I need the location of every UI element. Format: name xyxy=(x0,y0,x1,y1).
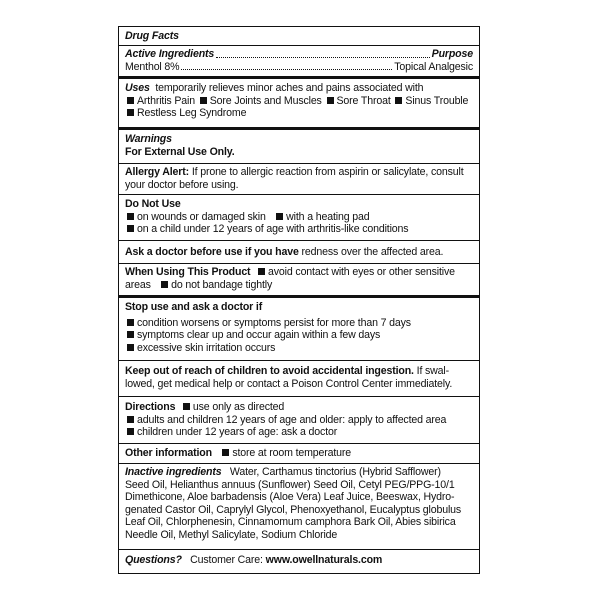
warnings-subheading: For External Use Only. xyxy=(125,145,235,158)
stop-use-item: symptoms clear up and occur again within a few days xyxy=(137,329,381,342)
bullet-icon xyxy=(127,225,134,232)
uses-item: Arthritis Pain xyxy=(137,94,195,107)
uses-heading: Uses xyxy=(125,82,150,94)
questions-heading: Questions? xyxy=(125,554,182,566)
uses-item: Sore Throat xyxy=(336,94,391,107)
ask-doctor-text: redness over the affected area. xyxy=(301,246,444,258)
stop-use-item: condition worsens or symptoms persist for more than 7 days xyxy=(137,316,411,329)
divider-thick xyxy=(119,76,479,79)
bullet-icon xyxy=(127,416,134,423)
inactive-ingredients-section xyxy=(119,466,479,542)
drug-facts-panel xyxy=(118,26,480,574)
uses-item: Sore Joints and Muscles xyxy=(209,94,322,107)
divider-thick xyxy=(119,127,479,130)
bullet-icon xyxy=(327,97,334,104)
inactive-ingredients-heading: Inactive ingredients xyxy=(125,466,222,478)
inactive-text: Water, Carthamus tinctorius (Hybrid Safflower) xyxy=(229,466,441,478)
bullet-icon xyxy=(127,428,134,435)
drug-facts-title: Drug Facts xyxy=(125,30,179,42)
bullet-icon xyxy=(395,97,402,104)
directions-section xyxy=(119,401,479,439)
drug-facts-title-section xyxy=(119,30,479,43)
active-purpose: Topical Analgesic xyxy=(394,60,473,73)
divider xyxy=(119,396,479,397)
active-ingredients-heading: Active Ingredients xyxy=(125,48,215,60)
directions-heading: Directions xyxy=(125,401,176,413)
stop-use-section xyxy=(119,301,479,354)
divider xyxy=(119,263,479,264)
stop-use-item: excessive skin irritation occurs xyxy=(137,341,276,354)
divider xyxy=(119,45,479,46)
directions-item: adults and children 12 years of age and older: apply to affected area xyxy=(137,413,447,426)
customer-care-label: Customer Care: xyxy=(190,554,263,566)
when-using-item: do not bandage tightly xyxy=(171,278,273,291)
inactive-text: genated Castor Oil, Caprylyl Glycol, Phenoxyethanol, Eucalyptus globulus xyxy=(125,503,462,516)
inactive-text: Leaf Oil, Chlorphenesin, Cinnamomum camphora Bark Oil, Abies sibirica xyxy=(125,516,456,529)
dotted-leader xyxy=(181,69,392,70)
keep-out-text: If swal- xyxy=(416,365,450,377)
inactive-text: Seed Oil, Helianthus annuus (Sunflower) Seed Oil, Cetyl PEG/PPG-10/1 xyxy=(125,478,455,491)
uses-item: Restless Leg Syndrome xyxy=(137,107,247,120)
purpose-heading: Purpose xyxy=(431,48,473,60)
bullet-icon xyxy=(200,97,207,104)
when-using-heading: When Using This Product xyxy=(125,266,251,278)
divider xyxy=(119,549,479,550)
when-using-item: avoid contact with eyes or other sensitive xyxy=(268,266,455,278)
divider-thick xyxy=(119,295,479,298)
do-not-use-item: on a child under 12 years of age with arthritis-like conditions xyxy=(137,223,409,236)
directions-item: use only as directed xyxy=(192,401,285,413)
divider xyxy=(119,163,479,164)
when-using-item: areas xyxy=(125,278,151,291)
stop-use-heading: Stop use and ask a doctor if xyxy=(125,301,263,313)
keep-out-heading: Keep out of reach of children to avoid accidental ingestion. xyxy=(125,365,414,377)
do-not-use-item: with a heating pad xyxy=(286,210,370,223)
uses-intro: temporarily relieves minor aches and pains associated with xyxy=(155,82,424,94)
bullet-icon xyxy=(127,331,134,338)
inactive-text: Dimethicone, Aloe barbadensis (Aloe Vera) Leaf Juice, Beeswax, Hydro- xyxy=(125,491,455,504)
bullet-icon xyxy=(276,213,283,220)
when-using-section xyxy=(119,266,479,291)
allergy-section xyxy=(119,166,479,191)
uses-item: Sinus Trouble xyxy=(405,94,469,107)
active-ingredient: Menthol 8% xyxy=(125,60,180,73)
divider xyxy=(119,443,479,444)
keep-out-section xyxy=(119,365,479,390)
website-link[interactable]: www.owellnaturals.com xyxy=(265,554,383,566)
warnings-heading: Warnings xyxy=(125,133,172,145)
bullet-icon xyxy=(161,281,168,288)
bullet-icon xyxy=(258,268,265,275)
bullet-icon xyxy=(222,449,229,456)
active-ingredients-section xyxy=(119,48,479,73)
directions-item: children under 12 years of age: ask a doctor xyxy=(137,426,338,439)
divider xyxy=(119,463,479,464)
bullet-icon xyxy=(127,344,134,351)
do-not-use-heading: Do Not Use xyxy=(125,198,181,210)
uses-section xyxy=(119,82,479,120)
bullet-icon xyxy=(127,97,134,104)
do-not-use-item: on wounds or damaged skin xyxy=(137,210,266,223)
divider xyxy=(119,194,479,195)
divider xyxy=(119,360,479,361)
dotted-leader xyxy=(216,57,430,58)
do-not-use-section xyxy=(119,198,479,236)
ask-doctor-section xyxy=(119,246,479,259)
other-info-heading: Other information xyxy=(125,447,212,459)
ask-doctor-heading: Ask a doctor before use if you have xyxy=(125,246,299,258)
allergy-text: your doctor before using. xyxy=(125,178,239,191)
warnings-section xyxy=(119,133,479,158)
keep-out-text: lowed, get medical help or contact a Poison Control Center immediately. xyxy=(125,377,453,390)
questions-section xyxy=(119,554,479,567)
bullet-icon xyxy=(127,109,134,116)
allergy-heading: Allergy Alert: xyxy=(125,166,190,178)
bullet-icon xyxy=(127,213,134,220)
other-info-item: store at room temperature xyxy=(232,447,352,459)
inactive-text: Needle Oil, Methyl Salicylate, Sodium Chloride xyxy=(125,528,338,541)
other-info-section xyxy=(119,447,479,460)
allergy-text: If prone to allergic reaction from aspirin or salicylate, consult xyxy=(191,166,464,178)
bullet-icon xyxy=(183,403,190,410)
bullet-icon xyxy=(127,319,134,326)
divider xyxy=(119,240,479,241)
